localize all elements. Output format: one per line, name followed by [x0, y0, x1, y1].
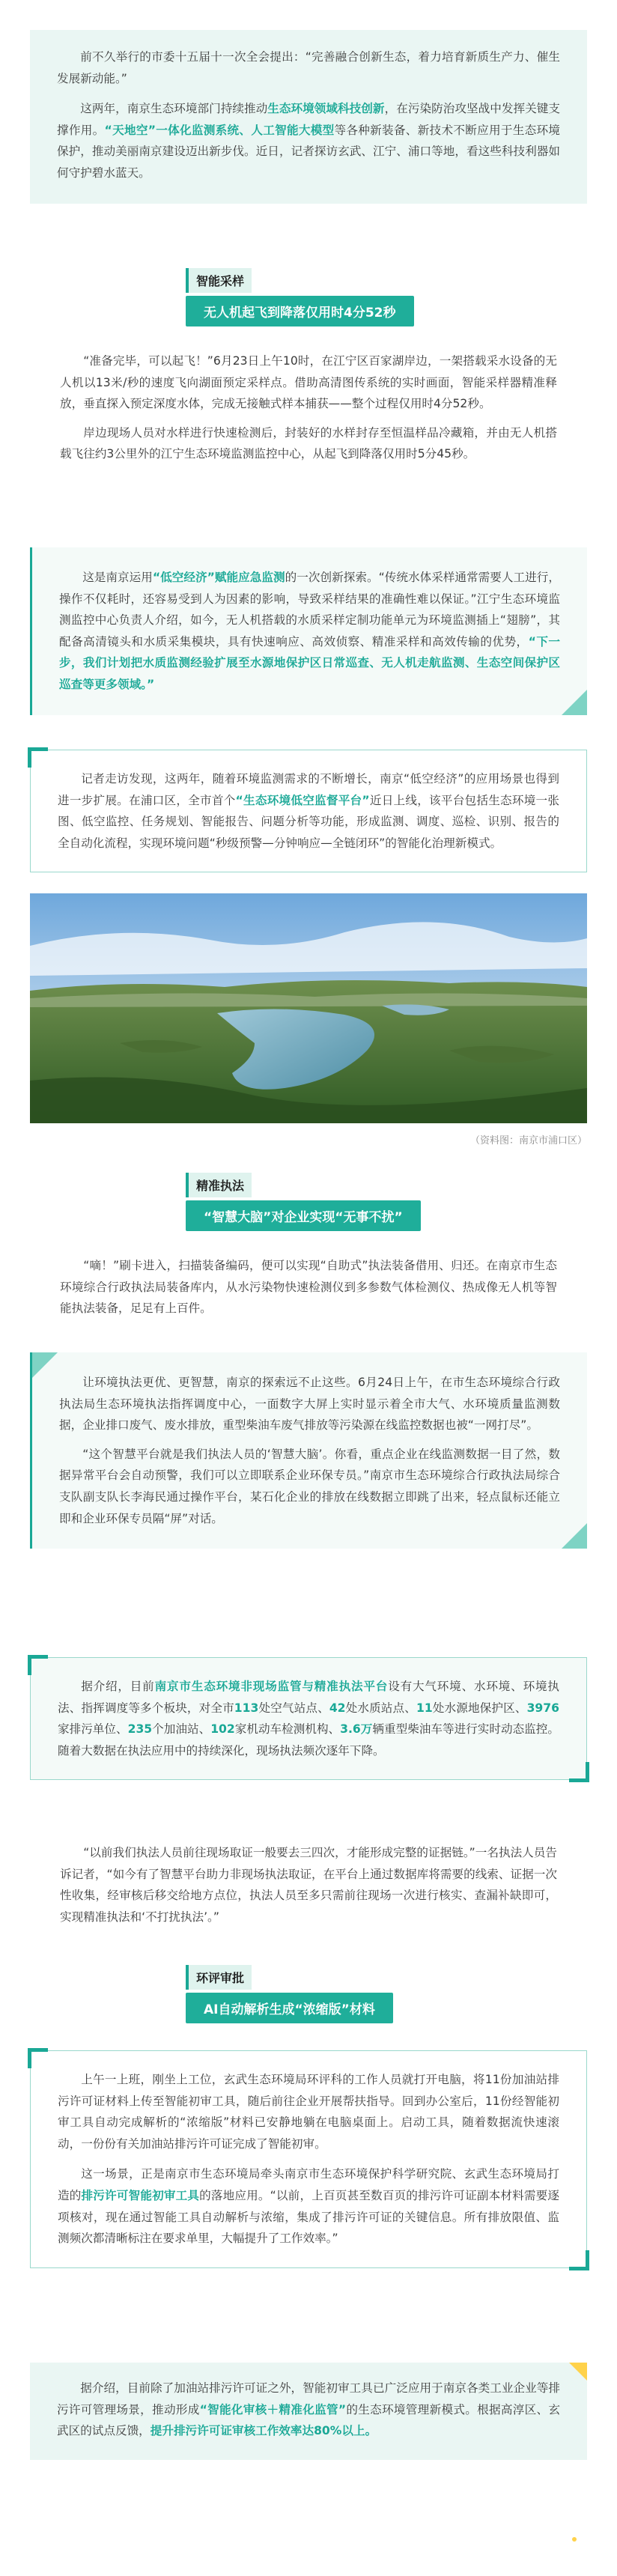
text-run: ，在污染防治攻坚战中发挥关键支撑作用。 — [57, 102, 560, 137]
section2-body — [60, 1255, 557, 1319]
intro-paragraph-1: 前不久举行的市委十五届十一次全会提出：“完善融合创新生态，着力培育新质生产力、催生发展新动能。” — [57, 50, 560, 85]
photo-caption: （资料图：南京市浦口区） — [469, 1135, 587, 1146]
section-header-eia-approval — [186, 1965, 393, 2023]
highlight-text: “天地空”一体化监测系统、人工智能大模型 — [104, 123, 335, 137]
section3-box-paragraph-2 — [58, 2163, 559, 2249]
section3-outlined-box — [30, 2050, 587, 2268]
aerial-lake-photo — [30, 893, 587, 1123]
corner-decoration — [28, 2048, 48, 2068]
text-run: 的落地应用。“以前，上百页甚至数百页的排污许可证副本材料需要逐项核对，现在通过智能工具自动解析与浓缩，集成了排污许可证的关键信息。所有排放限值、监测频次都清晰标注在要求单里，大幅提升了工作效率。” — [58, 2188, 559, 2246]
highlight-text: 生态环境领域科技创新 — [267, 102, 385, 116]
section2-end-body — [60, 1842, 557, 1928]
text-run: 记者走访发现，这两年，随着环境监测需求的不断增长，南京“低空经济”的应用场景也得到进一步扩展。在浦口区，全市首个 — [58, 772, 559, 807]
text-run: 家排污单位、 — [58, 1722, 128, 1737]
box-paragraph — [58, 768, 559, 854]
highlight-text: “下一步，我们计划把水质监测经验扩展至水源地保护区日常巡查、无人机走航监测、生态空间保护区巡查等更多领域。” — [59, 634, 560, 691]
corner-decoration — [28, 1655, 48, 1675]
text-run: 家机动车检测机构、 — [234, 1722, 341, 1737]
text-run: 等各种新装备、新技术不断应用于生态环境保护，推动美丽南京建设迈出新步伐。近日，记者探访玄武、江宁、浦口等地，看这些科技利器如何守护碧水蓝天。 — [57, 123, 560, 180]
corner-decoration — [32, 1352, 58, 1378]
highlight-text: “生态环境低空监督平台” — [235, 793, 370, 807]
highlight-text: 南京市生态环境非现场监管与精准执法平台 — [154, 1680, 389, 1693]
corner-decoration — [28, 747, 48, 768]
text-run: 设有大气环境、水环境、环境执法、指挥调度等多个板块，对全市 — [58, 1680, 559, 1715]
section1-paragraph-2: 岸边现场人员对水样进行快速检测后，封装好的水样封存至恒温样品冷藏箱，并由无人机搭载飞往约3公里外的江宁生态环境监测监控中心，从起飞到降落仅用时5分45秒。 — [60, 425, 557, 461]
text-run: 据介绍，目前 — [81, 1680, 155, 1693]
stat-number: 42 — [329, 1701, 346, 1715]
section3-box-paragraph-1: 上午一上班，刚坐上工位，玄武生态环境局环评科的工作人员就打开电脑，将11份加油站排污许可证材料上传至智能初审工具，随后前往企业开展帮扶指导。回到办公室后，11份经智能初审工具自动完成解析的“浓缩版”材料已安静地躺在电脑桌面上。启动工具，随着数据流快速滚动，一份份有关加油站排污许可证完成了智能初审。 — [58, 2073, 559, 2151]
stat-number: 235 — [127, 1722, 153, 1737]
section2-paragraph-1: “嘀！”刷卡进入，扫描装备编码，便可以实现“自助式”执法装备借用、归还。在南京市生态环境综合行政执法局装备库内，从水污染物快速检测仪到多参数气体检测仪、热成像无人机等智能执法装备，足足有上百件。 — [60, 1259, 557, 1316]
section-tag: 智能采样 — [186, 268, 252, 293]
text-run: 处水质站点、 — [345, 1701, 416, 1715]
text-run: 辆重型柴油车等进行实时动态监控。随着大数据在执法应用中的持续深化，现场执法频次逐年下降。 — [58, 1722, 559, 1758]
highlight-text: 提升排污许可证审核工作效率达80%以上。 — [150, 2424, 377, 2438]
corner-decoration — [569, 2363, 587, 2381]
section-title: AI自动解析生成“浓缩版”材料 — [186, 1993, 393, 2023]
stat-number: 3976 — [526, 1701, 559, 1715]
text-run: 近日上线，该平台包括生态环境一张图、低空监控、任务规划、智能报告、问题分析等功能，形成监测、调度、巡检、识别、报告的全自动化流程，实现环境问题“秒级预警—分钟响应—全链闭环”的智能化治理新模式。 — [58, 793, 559, 850]
stat-number: 102 — [210, 1722, 235, 1737]
corner-decoration — [569, 1762, 589, 1782]
section-tag: 精准执法 — [186, 1173, 252, 1197]
stat-number: 3.6万 — [340, 1722, 373, 1737]
section-tag: 环评审批 — [186, 1965, 252, 1990]
intro-card — [30, 30, 587, 204]
section2-end-paragraph: “以前我们执法人员前往现场取证一般要去三四次，才能形成完整的证据链。”一名执法人员告诉记者，“如今有了智慧平台助力非现场执法取证，在平台上通过数据库将需要的线索、证据一次性收集，经审核后移交给地方点位，执法人员至多只需前往现场一次进行核实、查漏补缺即可，实现精准执法和‘不打扰执法’。” — [60, 1846, 557, 1924]
quote-paragraph — [59, 567, 560, 696]
corner-decoration — [569, 2250, 589, 2270]
section-header-precise-enforcement — [186, 1173, 421, 1231]
corner-decoration — [562, 690, 587, 715]
decoration-dot — [572, 2537, 577, 2542]
section-title: 无人机起飞到降落仅用时4分52秒 — [186, 296, 414, 326]
stats-paragraph — [58, 1676, 559, 1761]
stat-number: 11 — [416, 1701, 433, 1715]
landscape-illustration — [30, 893, 587, 1123]
text-run: 这是南京运用 — [82, 571, 153, 584]
text-run: 的生态环境管理新模式。根据高淳区、玄武区的试点反馈， — [57, 2402, 560, 2438]
text-run: 处水源地保护区、 — [432, 1701, 527, 1715]
section2-stats-box — [30, 1657, 587, 1780]
section2-quote-card — [30, 1352, 587, 1549]
highlight-text: 排污许可智能初审工具 — [81, 2188, 200, 2202]
stat-number: 113 — [234, 1701, 259, 1715]
text-run: 这一场景，正是南京市生态环境局牵头南京市生态环境保护科学研究院、玄武生态环境局打造的 — [58, 2167, 559, 2202]
section1-outlined-box — [30, 750, 587, 872]
text-run: 据介绍，目前除了加油站排污许可证之外，智能初审工具已广泛应用于南京各类工业企业等排污许可管理场景，推动形成 — [57, 2381, 560, 2416]
intro-paragraph-2 — [57, 98, 560, 183]
section1-quote-card — [30, 547, 587, 715]
section-header-smart-sampling — [186, 268, 414, 326]
text-run: 个加油站、 — [152, 1722, 211, 1737]
text-run: 这两年，南京生态环境部门持续推动 — [80, 102, 268, 116]
section-title: “智慧大脑”对企业实现“无事不扰” — [186, 1200, 421, 1231]
section2-quote-paragraph-1: 让环境执法更优、更智慧，南京的探索远不止这些。6月24日上午，在市生态环境综合行政执法局生态环境执法指挥调度中心，一面数字大屏上实时显示着全市大气、水环境质量监测数据，企业排口废气、废水排放，重型柴油车废气排放等污染源在线监控数据也被“一网打尽”。 — [59, 1376, 560, 1433]
highlight-text: “智能化审核＋精准化监管” — [199, 2402, 347, 2416]
section2-quote-paragraph-2: “这个智慧平台就是我们执法人员的‘智慧大脑’。你看，重点企业在线监测数据一目了然，数据异常平台会自动预警，我们可以立即联系企业环保专员。”南京市生态环境综合行政执法局综合支队副支队长李海民通过操作平台，某石化企业的排放在线数据立即跳了出来，轻点鼠标还能立即和企业环保专员隔“屏”对话。 — [59, 1447, 560, 1525]
section1-paragraph-1: “准备完毕，可以起飞！”6月23日上午10时，在江宁区百家湖岸边，一架搭载采水设备的无人机以13米/秒的速度飞向湖面预定采样点。借助高清图传系统的实时画面，智能采样器精准释放，垂直探入预定深度水体，完成无接触式样本捕获——整个过程仅用时4分52秒。 — [60, 354, 557, 411]
text-run: 的一次创新探索。“传统水体采样通常需要人工进行，操作不仅耗时，还容易受到人为因素的影响，导致采样结果的准确性难以保证。”江宁生态环境监测监控中心负责人介绍，如今，无人机搭载的水质采样定制功能单元为环境监测插上“翅膀”，其配备高清镜头和水质采集模块，具有快速响应、高效侦察、精准采样和高效传输的优势， — [59, 571, 560, 648]
closing-card — [30, 2363, 587, 2460]
closing-paragraph — [57, 2378, 560, 2442]
corner-decoration — [562, 1523, 587, 1549]
section1-body — [60, 350, 557, 465]
highlight-text: “低空经济”赋能应急监测 — [152, 571, 285, 584]
text-run: 处空气站点、 — [258, 1701, 329, 1715]
